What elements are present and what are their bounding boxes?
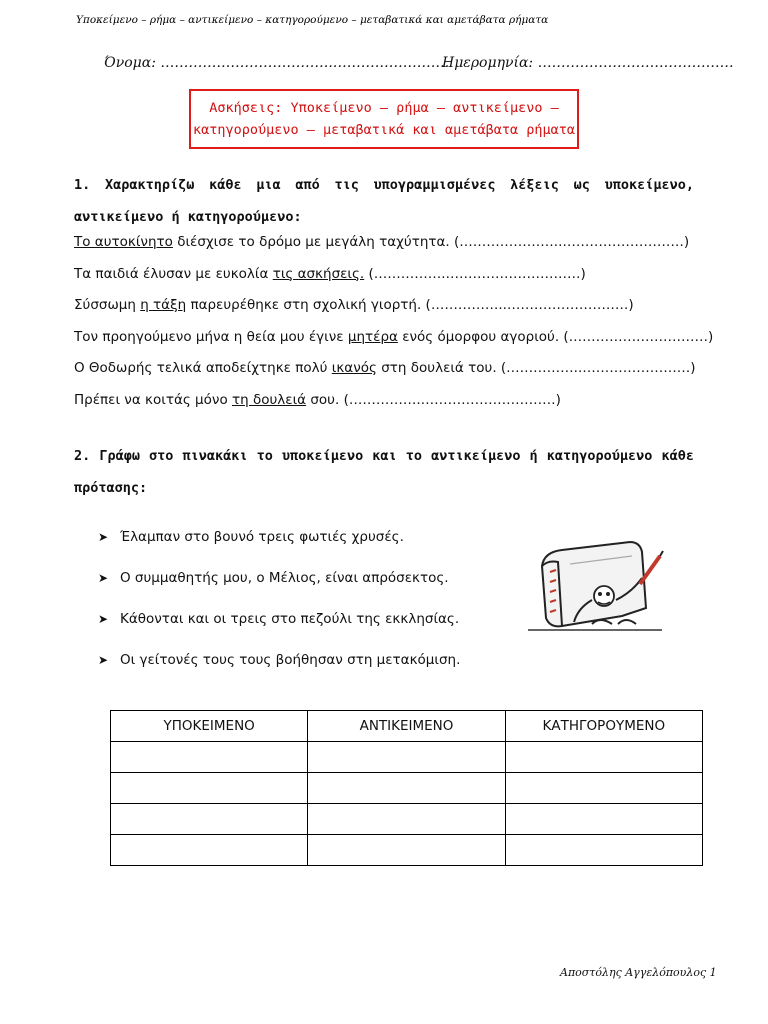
name-field-line: Όνομα: ……………………………….……………………. <box>104 55 450 71</box>
sentence-text: Ο Θοδωρής τελικά αποδείχτηκε πολύ <box>74 360 332 376</box>
exercise-1-heading-line-2: αντικείμενο ή κατηγορούμενο: <box>74 209 302 225</box>
answer-blank[interactable]: στη δουλειά του. (……………..……………………) <box>376 360 696 376</box>
answer-cell[interactable] <box>308 773 505 804</box>
bullet-text: Κάθονται και οι τρεις στο πεζούλι της εκκλησίας. <box>120 611 460 627</box>
answer-cell[interactable] <box>111 742 308 773</box>
exercise-1-sentence <box>74 359 696 377</box>
exercise-1-sentence <box>74 296 634 314</box>
sentence-text: Τα παιδιά έλυσαν με ευκολία <box>74 265 273 282</box>
answer-cell[interactable] <box>308 742 505 773</box>
book-cartoon-icon <box>522 538 672 638</box>
sentence-text: Σύσσωμη <box>74 297 141 313</box>
answer-cell[interactable] <box>308 804 505 835</box>
exercise-2-sentence <box>98 529 404 545</box>
underlined-word: ικανός <box>331 360 377 376</box>
table-row <box>111 804 703 835</box>
table-header-cell: ΥΠΟΚΕΙΜΕΝΟ <box>111 711 308 742</box>
exercise-1-heading <box>74 169 694 233</box>
exercise-1-sentence <box>74 391 561 409</box>
exercise-2-sentence <box>98 652 460 668</box>
arrowhead-bullet-icon: ➤ <box>98 571 109 585</box>
running-header: Υποκείμενο – ρήμα – αντικείμενο – κατηγορούμενο – μεταβατικά και αμετάβατα ρήματα <box>76 14 549 26</box>
answer-blank[interactable]: (…………….…………………………) <box>364 265 586 282</box>
underlined-word: Το αυτοκίνητο <box>74 234 173 250</box>
answer-table <box>110 710 703 866</box>
underlined-word: τη δουλειά <box>232 391 307 408</box>
exercise-1-sentence <box>74 328 713 346</box>
arrowhead-bullet-icon: ➤ <box>98 612 109 626</box>
table-header-cell: ΚΑΤΗΓΟΡΟΥΜΕΝΟ <box>505 711 702 742</box>
table-header-cell: ΑΝΤΙΚΕΙΜΕΝΟ <box>308 711 505 742</box>
answer-cell[interactable] <box>111 804 308 835</box>
sentence-text: Πρέπει να κοιτάς μόνο <box>74 391 232 408</box>
answer-blank[interactable]: διέσχισε το δρόμο με μεγάλη ταχύτητα. (…………………..………………………) <box>172 234 690 250</box>
exercise-title-box <box>189 89 579 149</box>
bullet-text: Οι γείτονές τους τους βοήθησαν στη μετακόμιση. <box>120 652 461 668</box>
underlined-word: η τάξη <box>140 297 187 313</box>
exercise-2-sentence <box>98 570 449 586</box>
answer-cell[interactable] <box>111 835 308 866</box>
title-line-2: κατηγορούμενο – μεταβατικά και αμετάβατα ρήματα <box>192 122 575 138</box>
exercise-1-sentence <box>74 233 689 251</box>
exercise-2-heading <box>74 440 694 504</box>
answer-cell[interactable] <box>505 742 702 773</box>
bullet-text: Ο συμμαθητής μου, ο Μέλιος, είναι απρόσεκτος. <box>120 570 449 586</box>
answer-blank[interactable]: παρευρέθηκε στη σχολική γιορτή. (……………..………………………) <box>186 297 634 313</box>
footer-author: Αποστόλης Αγγελόπουλος 1 <box>560 966 717 979</box>
date-field-line: Ημερομηνία: …………………………………… <box>442 55 734 71</box>
exercise-2-heading-line-2: πρότασης: <box>74 480 148 496</box>
answer-blank[interactable]: ενός όμορφου αγοριού. (…………….……………) <box>397 328 714 345</box>
exercise-1-sentence <box>74 265 586 283</box>
underlined-word: τις ασκήσεις. <box>272 265 365 282</box>
arrowhead-bullet-icon: ➤ <box>98 530 109 544</box>
answer-cell[interactable] <box>111 773 308 804</box>
exercise-2-heading-line-1: 2. Γράφω στο πινακάκι το υποκείμενο και το αντικείμενο ή κατηγορούμενο κάθε <box>74 448 694 464</box>
table-row <box>111 773 703 804</box>
answer-cell[interactable] <box>505 773 702 804</box>
table-row <box>111 835 703 866</box>
table-row <box>111 742 703 773</box>
answer-blank[interactable]: σου. (…………….…………………………) <box>306 391 561 408</box>
answer-cell[interactable] <box>505 804 702 835</box>
exercise-2-sentence <box>98 611 459 627</box>
title-line-1: Ασκήσεις: Υποκείμενο – ρήμα – αντικείμενο – <box>209 100 559 116</box>
bullet-text: Έλαμπαν στο βουνό τρεις φωτιές χρυσές. <box>120 529 404 545</box>
answer-table-header-row <box>111 711 703 742</box>
answer-cell[interactable] <box>308 835 505 866</box>
sentence-text: Τον προηγούμενο μήνα η θεία μου έγινε <box>74 328 348 345</box>
exercise-1-heading-line-1: 1. Χαρακτηρίζω κάθε μια από τις υπογραμμισμένες λέξεις ως υποκείμενο, <box>74 177 694 193</box>
underlined-word: μητέρα <box>347 328 398 345</box>
arrowhead-bullet-icon: ➤ <box>98 653 109 667</box>
answer-cell[interactable] <box>505 835 702 866</box>
